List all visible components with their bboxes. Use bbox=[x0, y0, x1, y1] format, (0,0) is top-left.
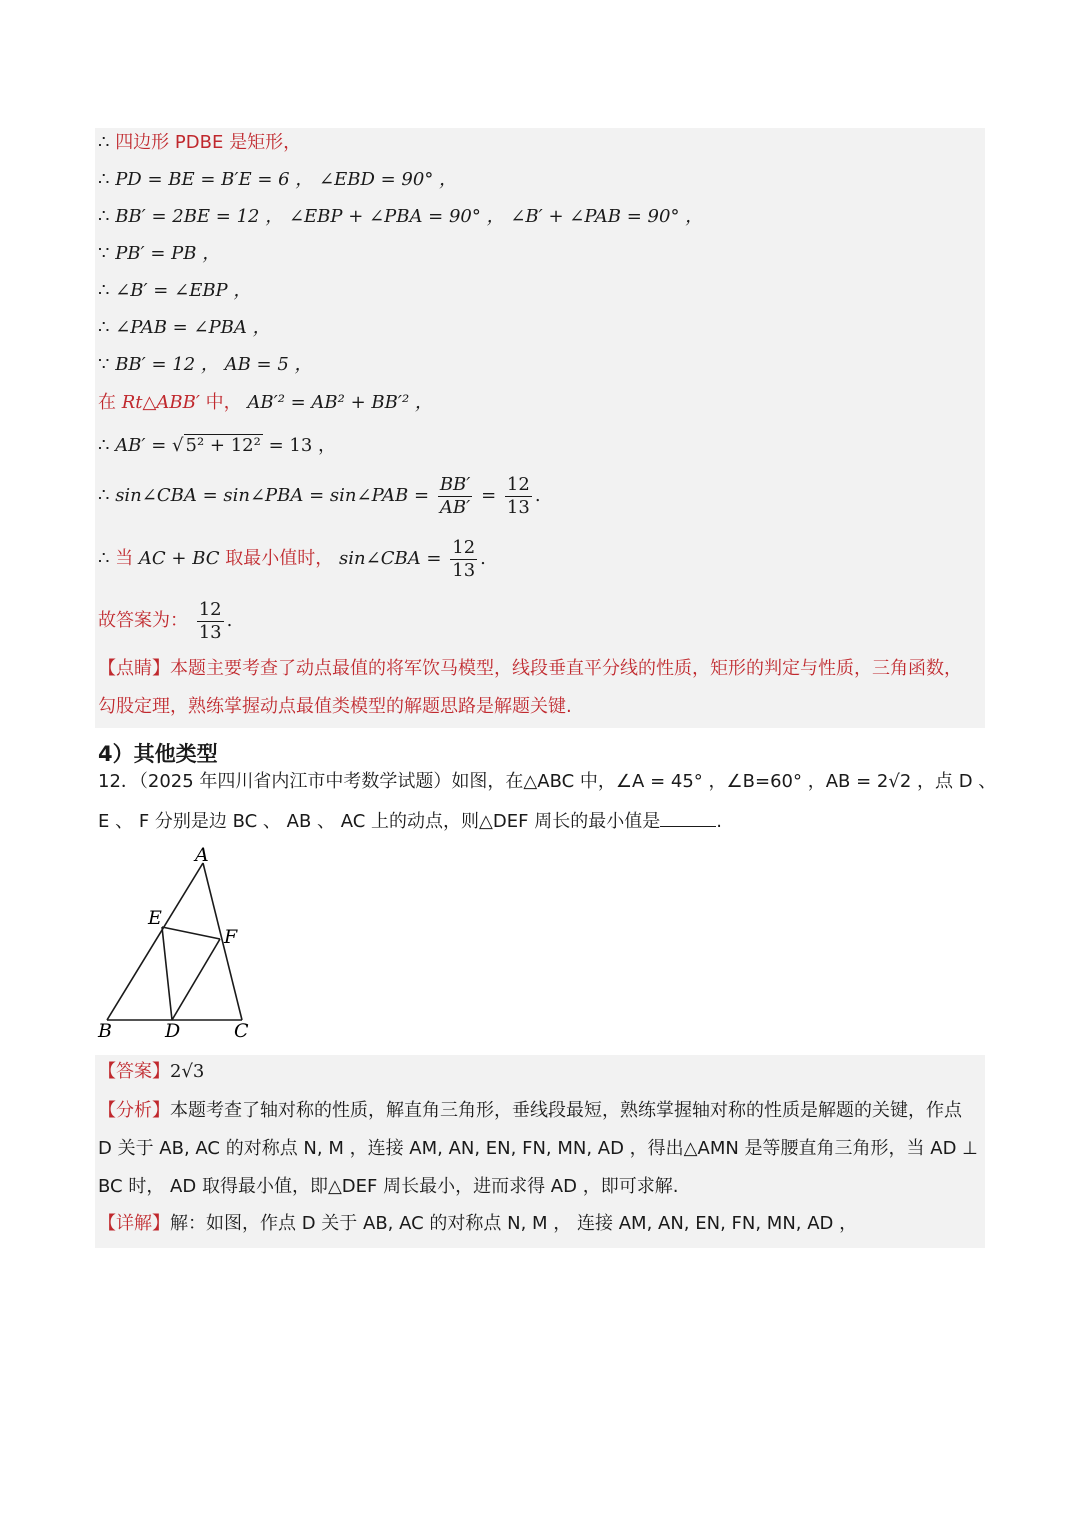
detail-line: 【详解】解：如图，作点 D 关于 AB, AC 的对称点 N, M ， 连接 AM, AN, EN, FN, MN, AD ， bbox=[98, 1213, 858, 1234]
triangle-figure bbox=[95, 843, 275, 1043]
solution-line-4: ∵ PB′ = PB ， bbox=[98, 243, 221, 264]
segment-fd bbox=[172, 939, 220, 1020]
label-e: E bbox=[148, 907, 162, 929]
problem-line-1: 12．（2025 年四川省内江市中考数学试题）如图，在△ABC 中，∠A = 45° ，∠B=60° ，AB = 2√2 ，点 D 、 bbox=[98, 771, 997, 792]
label-d: D bbox=[165, 1020, 181, 1042]
comment-paragraph: 【点睛】本题主要考查了动点最值的将军饮马模型，线段垂直平分线的性质，矩形的判定与性质，三角函数，勾股定理，熟练掌握动点最值类模型的解题思路是解题关键. bbox=[98, 658, 962, 717]
solution-line-1: ∴ 四边形 PDBE 是矩形， bbox=[98, 132, 302, 153]
solution-line-6: ∴ ∠PAB = ∠PBA ， bbox=[98, 317, 271, 338]
label-c: C bbox=[234, 1020, 249, 1042]
min-line: ∴ 当 AC + BC 取最小值时， sin∠CBA = $\frac{12}{13}$ . bbox=[98, 536, 486, 581]
answer-line: 故答案为： $\frac{12}{13}$ . bbox=[98, 598, 233, 643]
side-ab bbox=[107, 863, 203, 1020]
fraction-12-13: $\frac{12}{13}$ bbox=[506, 473, 530, 518]
label-b: B bbox=[98, 1020, 112, 1042]
segment-ed bbox=[162, 927, 172, 1020]
fraction-min: $\frac{12}{13}$ bbox=[452, 536, 476, 581]
problem-line-2: E 、 F 分别是边 BC 、 AB 、 AC 上的动点，则△DEF 周长的最小值是 . bbox=[98, 808, 722, 834]
answer-value-line: 【答案】2√3 bbox=[98, 1061, 205, 1082]
sqrt-radicand: 5² + 12² bbox=[185, 435, 261, 456]
fraction-answer: $\frac{12}{13}$ bbox=[198, 598, 222, 643]
segment-ef bbox=[162, 927, 220, 939]
answer-blank bbox=[660, 808, 716, 827]
solution-line-2: ∴ PD = BE = B′E = 6 ， ∠EBD = 90° ， bbox=[98, 169, 458, 190]
sqrt-line: ∴ AB′ = √ 5² + 12² = 13 ， bbox=[98, 435, 337, 456]
sin-line: ∴ sin∠CBA = sin∠PBA = sin∠PAB = $\frac{BB'}{AB'}$ = $\frac{12}{13}$ . bbox=[98, 473, 541, 518]
section-heading: 4）其他类型 bbox=[98, 742, 218, 766]
label-f: F bbox=[224, 926, 238, 948]
analysis-paragraph: 【分析】本题考查了轴对称的性质，解直角三角形，垂线段最短，熟练掌握轴对称的性质是解题的关键，作点 D 关于 AB, AC 的对称点 N, M ，连接 AM, AN, EN, FN, MN, AD ，得出△AMN 是等腰直角三角形，当 AD ⊥ BC 时， AD 取得最小值，即△DEF 周长最小，进而求得 AD ，即可求解. bbox=[98, 1100, 978, 1197]
solution-line-5: ∴ ∠B′ = ∠EBP ， bbox=[98, 280, 252, 301]
solution-line-3: ∴ BB′ = 2BE = 12 ， ∠EBP + ∠PBA = 90° ， ∠B′ + ∠PAB = 90° ， bbox=[98, 206, 704, 227]
fraction-bb-ab: $\frac{BB'}{AB'}$ bbox=[439, 473, 471, 518]
answer-value: 2√3 bbox=[170, 1061, 205, 1082]
rt-triangle-line: 在 Rt△ABB′ 中， AB′² = AB² + BB′² ， bbox=[98, 392, 433, 413]
solution-line-7: ∵ BB′ = 12 ， AB = 5 ， bbox=[98, 354, 313, 375]
label-a: A bbox=[195, 844, 209, 866]
